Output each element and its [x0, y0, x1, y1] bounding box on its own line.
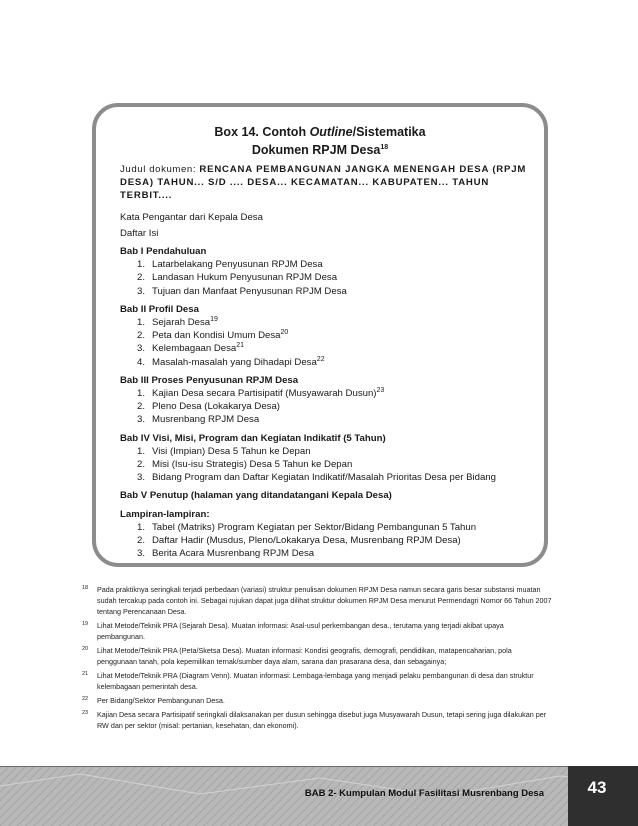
bab-4 — [120, 432, 532, 485]
box-title-suffix: /Sistematika — [352, 125, 426, 139]
page-number: 43 — [587, 778, 607, 797]
footnote-number: 20 — [82, 646, 89, 652]
page-top-area — [0, 0, 638, 118]
footnote — [82, 584, 552, 617]
box-title-line2: Dokumen RPJM Desa — [251, 143, 381, 157]
list-item-text: Peta dan Kondisi Umum Desa — [152, 330, 281, 342]
box-content — [120, 163, 532, 560]
judul-dokumen — [120, 163, 532, 203]
list-item — [137, 521, 532, 534]
footnote-ref: 19 — [210, 315, 218, 323]
footnote-number: 21 — [82, 671, 89, 677]
list-item-number: 2. — [137, 459, 146, 471]
list-item-text: Masalah-masalah yang Dihadapi Desa — [152, 356, 317, 368]
list-item-number: 3. — [137, 343, 146, 355]
list-item — [137, 285, 532, 298]
footnote-number: 18 — [82, 585, 89, 591]
bab-title: Bab V Penutup (halaman yang ditandatangani Kepala Desa) — [120, 490, 392, 502]
list-item-text: Sejarah Desa — [152, 317, 211, 329]
list-item-number: 3. — [137, 414, 146, 426]
bab-2-list — [120, 316, 532, 369]
footnote-text: Pada praktiknya seringkali terjadi perbedaan (variasi) struktur penulisan dokumen RPJM Desa namun secara garis besar substansi muatan sudah tercakup pada contoh ini. Sebagai rujukan dapat juga dilihat struktur dokumen RPJM Desa menurut Permendagri Nomor 66 Tahun 2007 tentang Perencanaan Desa. — [97, 585, 552, 616]
list-item — [137, 400, 532, 413]
footnote-text: Lihat Metode/Teknik PRA (Sejarah Desa). Muatan informasi: Asal-usul perkembangan desa., terutama yang terjadi akibat upaya pembangunan. — [97, 621, 504, 641]
list-item-number: 1. — [137, 388, 146, 400]
list-item-text: Pleno Desa (Lokakarya Desa) — [152, 401, 280, 413]
list-item — [137, 445, 532, 458]
list-item-text: Latarbelakang Penyusunan RPJM Desa — [152, 259, 323, 271]
footnote-ref: 20 — [280, 329, 289, 337]
bab-title: Bab III Proses Penyusunan RPJM Desa — [120, 374, 299, 386]
footnote-number: 23 — [82, 710, 89, 716]
box-title-italic: Outline — [309, 125, 353, 139]
footnote-ref: 21 — [236, 342, 245, 350]
footnote-number: 19 — [82, 621, 89, 627]
list-item — [137, 329, 532, 342]
list-item-text: Daftar Hadir (Musdus, Pleno/Lokakarya Desa, Musrenbang RPJM Desa) — [152, 535, 461, 547]
box-title-prefix: Box 14. Contoh — [214, 125, 310, 139]
list-item — [137, 387, 532, 400]
footnote-number: 22 — [82, 696, 89, 702]
judul-value: RENCANA PEMBANGUNAN JANGKA MENENGAH DESA (RPJM DESA) TAHUN... S/D .... DESA... KECAMATAN... KABUPATEN... TAHUN TERBIT.... — [120, 164, 527, 202]
list-item-text: Visi (Impian) Desa 5 Tahun ke Depan — [152, 445, 311, 457]
list-item — [137, 458, 532, 471]
list-item — [137, 547, 532, 560]
list-item — [137, 258, 532, 271]
list-item-text: Landasan Hukum Penyusunan RPJM Desa — [152, 272, 338, 284]
footnote — [82, 645, 552, 667]
bab-1-list — [120, 258, 532, 298]
bab-title: Bab IV Visi, Misi, Program dan Kegiatan Indikatif (5 Tahun) — [120, 432, 386, 444]
list-item-number: 1. — [137, 445, 146, 457]
list-item-number: 3. — [137, 472, 146, 484]
footnotes — [82, 584, 552, 734]
footnote — [82, 709, 552, 731]
list-item — [137, 534, 532, 547]
lampiran-title: Lampiran-lampiran: — [120, 508, 210, 520]
list-item-text: Misi (Isu-isu Strategis) Desa 5 Tahun ke Depan — [152, 459, 353, 471]
list-item-number: 3. — [137, 285, 146, 297]
list-item-number: 2. — [137, 401, 146, 413]
bab-5 — [120, 489, 532, 502]
list-item-number: 2. — [137, 272, 146, 284]
list-item-number: 2. — [137, 535, 146, 547]
daftar-isi: Daftar Isi — [120, 227, 159, 239]
list-item-text: Tabel (Matriks) Program Kegiatan per Sektor/Bidang Pembangunan 5 Tahun — [152, 521, 477, 533]
footnote-text: Lihat Metode/Teknik PRA (Peta/Sketsa Desa). Muatan informasi: Kondisi geografis, demografi, pendidikan, matapencaharian, pola penggunaan tanah, pola kepemilikan ternak/sumber daya alam, sarana dan prasarana desa, dan sebagainya; — [97, 646, 512, 666]
footnote-text: Per Bidang/Sektor Pembangunan Desa. — [97, 696, 225, 705]
list-item-text: Bidang Program dan Daftar Kegiatan Indikatif/Masalah Prioritas Desa per Bidang — [152, 472, 496, 484]
bab-2 — [120, 303, 532, 369]
lampiran — [120, 508, 532, 561]
footnote-ref: 23 — [376, 386, 385, 394]
footer-rule — [0, 766, 638, 767]
list-item — [137, 342, 532, 355]
list-item — [137, 413, 532, 426]
list-item-text: Kelembagaan Desa — [152, 343, 237, 355]
footnote — [82, 695, 552, 706]
list-item-number: 1. — [137, 259, 146, 271]
list-item — [137, 356, 532, 369]
footnote — [82, 670, 552, 692]
lampiran-list — [120, 521, 532, 561]
list-item-number: 1. — [137, 521, 146, 533]
list-item-text: Musrenbang RPJM Desa — [152, 414, 260, 426]
footnote-text: Lihat Metode/Teknik PRA (Diagram Venn). Muatan informasi: Lembaga-lembaga yang menjadi pelaku pembangunan di desa dan struktur kelembagaan pemerintah desa. — [97, 671, 534, 691]
outline-box — [92, 103, 548, 567]
bab-4-list — [120, 445, 532, 485]
footnote-ref: 18 — [380, 143, 389, 151]
bab-3 — [120, 374, 532, 427]
list-item — [137, 316, 532, 329]
list-item-text: Berita Acara Musrenbang RPJM Desa — [152, 548, 315, 560]
list-item-text: Kajian Desa secara Partisipatif (Musyawarah Dusun) — [152, 388, 377, 400]
list-item-number: 2. — [137, 330, 146, 342]
bab-1 — [120, 245, 532, 298]
footnote-text: Kajian Desa secara Partisipatif seringkali dilaksanakan per dusun sehingga disebut juga Musyawarah Dusun, tetapi sering juga dilakukan per RW dan per sektor (misal: pertanian, kesehatan, dan ekonomi). — [97, 710, 547, 730]
bab-title: Bab I Pendahuluan — [120, 246, 207, 258]
bab-title: Bab II Profil Desa — [120, 303, 199, 315]
box-title — [96, 123, 544, 159]
footnote — [82, 620, 552, 642]
kata-pengantar: Kata Pengantar dari Kepala Desa — [120, 211, 263, 223]
list-item-number: 1. — [137, 317, 146, 329]
judul-label: Judul dokumen: — [120, 164, 200, 175]
footnote-ref: 22 — [316, 355, 325, 363]
bab-3-list — [120, 387, 532, 427]
list-item — [137, 471, 532, 484]
list-item-number: 4. — [137, 356, 146, 368]
list-item-number: 3. — [137, 548, 146, 560]
list-item-text: Tujuan dan Manfaat Penyusunan RPJM Desa — [152, 285, 347, 297]
list-item — [137, 271, 532, 284]
footer-chapter-text: BAB 2- Kumpulan Modul Fasilitasi Musrenbang Desa — [304, 788, 544, 799]
